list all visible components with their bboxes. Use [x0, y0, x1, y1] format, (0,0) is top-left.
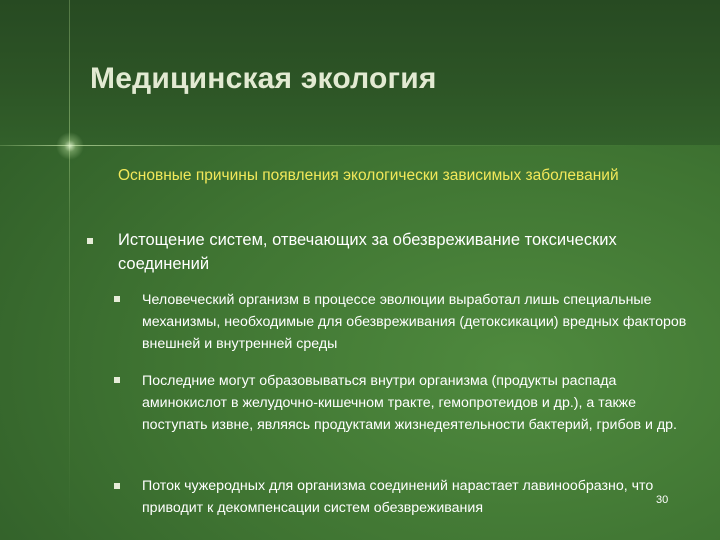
bullet-square-icon — [114, 377, 120, 383]
decorative-glow — [56, 132, 84, 160]
bullet-level2-text-1: Человеческий организм в процессе эволюции выработал лишь специальные механизмы, необходимые для обезвреживания (детоксикации) вредных факторов внешней и внутренней среды — [142, 292, 687, 352]
bullet-level2-text-3: Поток чужеродных для организма соединений нарастает лавинообразно, что приводит к декомпенсации систем обезвреживания — [142, 478, 654, 516]
bullet-level1-text: Истощение систем, отвечающих за обезвреживание токсических соединений — [118, 231, 617, 273]
bullet-square-icon — [114, 296, 120, 302]
decorative-vertical-line — [69, 0, 70, 540]
bullet-square-icon — [114, 483, 120, 489]
page-number: 30 — [656, 494, 669, 506]
slide-title: Медицинская экология — [90, 62, 437, 95]
bullet-level2-text-2: Последние могут образовываться внутри организма (продукты распада аминокислот в желудочно-кишечном тракте, гемопротеидов и др.), а также поступать извне, являясь продуктами жизнедеятельности бактерий, грибов и др. — [142, 373, 677, 433]
bullet-square-icon — [87, 238, 93, 244]
decorative-horizontal-line — [0, 145, 720, 146]
slide-subtitle: Основные причины появления экологически зависимых заболеваний — [118, 167, 619, 184]
